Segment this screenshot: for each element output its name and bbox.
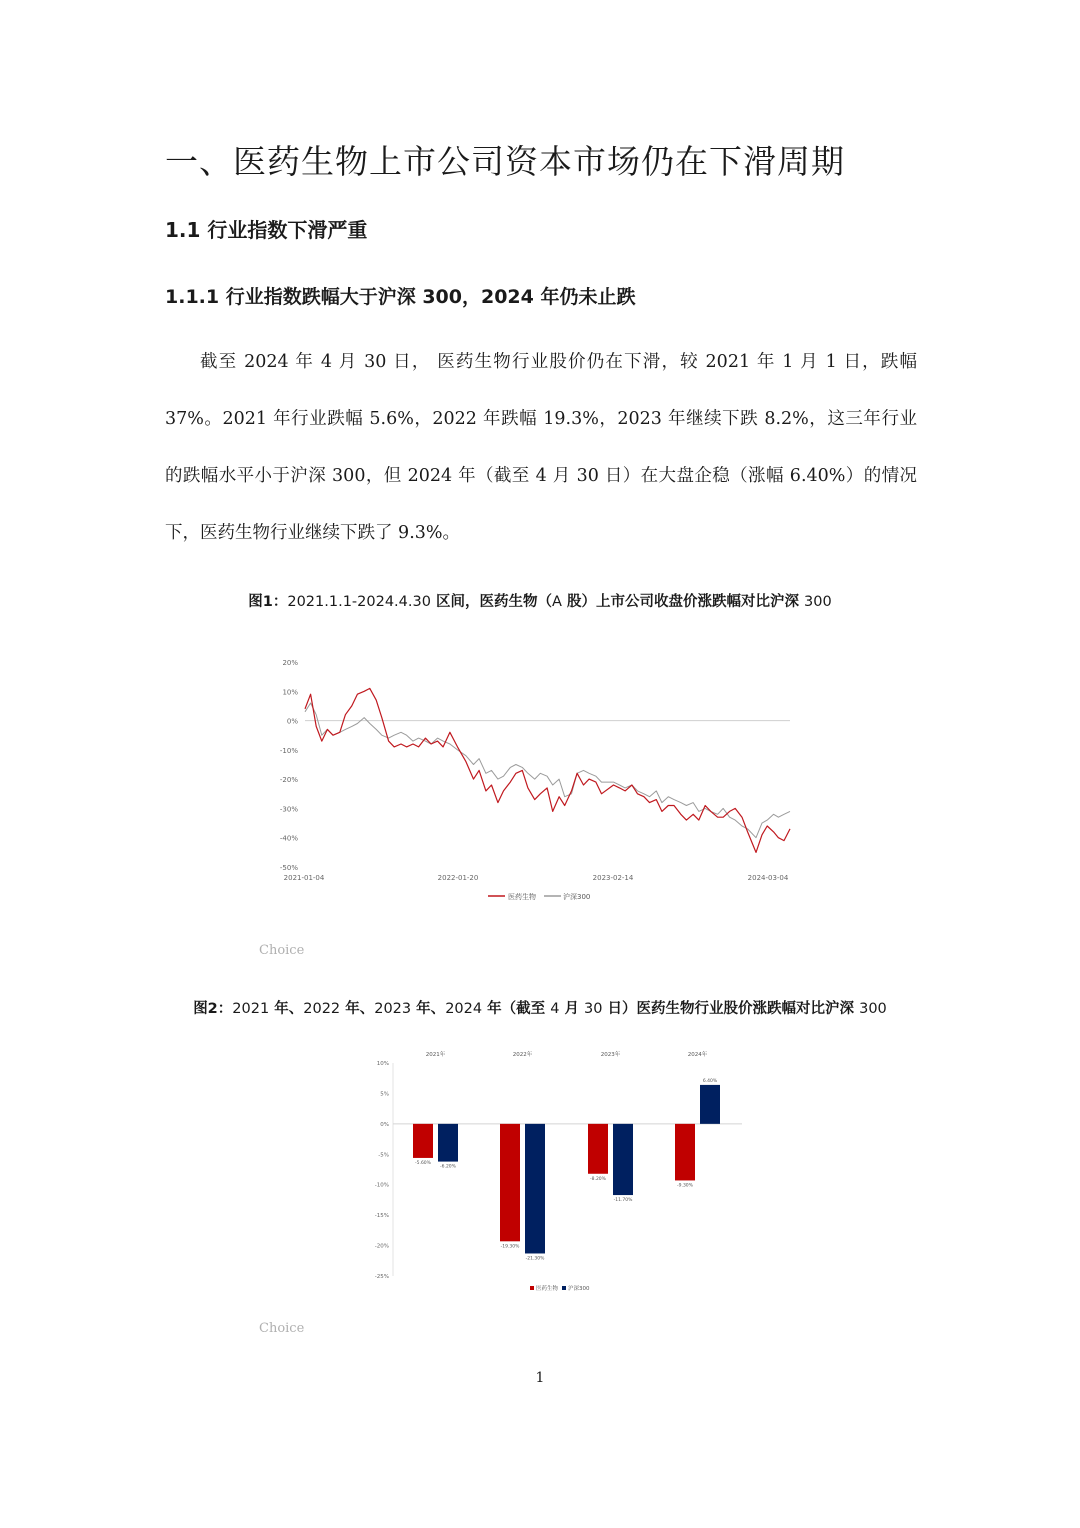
legend-swatch-pharma — [530, 1286, 534, 1290]
y-tick-label: -5% — [378, 1152, 389, 1159]
body-paragraph: 截至 2024 年 4 月 30 日， 医药生物行业股价仍在下滑，较 2021 年 1 月 1 日，跌幅 37%。2021 年行业跌幅 5.6%，2022 年跌幅 19.3%，2023 年继续下跌 8.2%，这三年行业的跌幅水平小于沪深 300，但 2024 年（截至 4 月 30 日）在大盘企稳（涨幅 6.40%）的情况下，医药生物行业继续下跌了 9.3%。 — [165, 352, 917, 543]
y-tick-label: 5% — [380, 1091, 389, 1098]
x-tick-label: 2024-03-04 — [747, 874, 789, 882]
figure1-caption-c: A — [552, 594, 562, 610]
figure2-caption-b: 年、 — [269, 1001, 304, 1017]
x-tick-label: 2021-01-04 — [283, 874, 325, 882]
y-tick-label: 0% — [380, 1121, 389, 1128]
subsection-heading: 1.1 行业指数下滑严重 — [165, 218, 368, 242]
figure2-caption-f: 年、 — [411, 1001, 446, 1017]
data-label: -21.30% — [525, 1256, 545, 1262]
legend-label-csi300: 沪深300 — [568, 1286, 590, 1292]
y-tick-label: -50% — [279, 864, 298, 872]
y-tick-label: -40% — [279, 834, 298, 843]
bar-csi300 — [438, 1124, 458, 1162]
x-tick-label: 2022-01-20 — [437, 874, 479, 882]
category-label: 2022年 — [512, 1052, 533, 1058]
data-label: -6.20% — [440, 1164, 456, 1170]
y-tick-label: 0% — [286, 717, 298, 726]
figure1-caption — [0, 590, 1080, 611]
bar-pharma — [500, 1124, 520, 1241]
figure1-source: Choice — [259, 943, 305, 958]
y-tick-label: 10% — [282, 688, 298, 697]
section-heading: 一、医药生物上市公司资本市场仍在下滑周期 — [165, 142, 845, 181]
data-label: -9.30% — [677, 1183, 693, 1189]
series-line-pharma — [305, 688, 790, 852]
bar-pharma — [588, 1124, 608, 1174]
figure2-source: Choice — [259, 1321, 305, 1336]
figure1-caption-b: 区间，医药生物（ — [430, 594, 553, 610]
figure2-caption-l: 日）医药生物行业股价涨跌幅对比沪深 — [602, 1001, 860, 1017]
legend-label-csi300: 沪深300 — [563, 893, 591, 901]
figure2-caption-m: 300 — [859, 1001, 887, 1017]
figure2-caption-e: 2023 — [374, 1001, 412, 1017]
page-number: 1 — [535, 1370, 545, 1386]
sub-subsection-heading: 1.1.1 行业指数跌幅大于沪深 300，2024 年仍未止跌 — [165, 286, 636, 308]
figure2-caption-a: 2021 — [232, 1001, 270, 1017]
category-label: 2024年 — [687, 1052, 708, 1058]
figure1-label: 图1： — [248, 594, 288, 610]
legend-swatch-csi300 — [562, 1286, 566, 1290]
category-label: 2023年 — [600, 1052, 621, 1058]
data-label: -19.30% — [500, 1244, 520, 1250]
figure2-caption-c: 2022 — [303, 1001, 341, 1017]
figure2-label: 图2： — [193, 1001, 233, 1017]
figure1-caption-a: 2021.1.1-2024.4.30 — [287, 594, 431, 610]
y-tick-label: -30% — [279, 805, 298, 814]
figure2-caption-g: 2024 — [445, 1001, 483, 1017]
figure1-caption-e: 300 — [804, 594, 832, 610]
bar-csi300 — [525, 1124, 545, 1254]
data-label: -8.20% — [590, 1176, 606, 1182]
y-tick-label: -20% — [279, 776, 298, 785]
figure2-caption-j: 月 — [559, 1001, 585, 1017]
figure2-caption-d: 年、 — [340, 1001, 375, 1017]
y-tick-label: -10% — [374, 1182, 389, 1189]
y-tick-label: 10% — [376, 1061, 389, 1067]
bar-pharma — [413, 1124, 433, 1158]
y-tick-label: -15% — [374, 1213, 389, 1220]
y-tick-label: -20% — [374, 1243, 389, 1250]
x-tick-label: 2023-02-14 — [592, 874, 634, 882]
y-tick-label: -10% — [279, 746, 298, 755]
y-tick-label: -25% — [374, 1274, 389, 1280]
y-tick-label: 20% — [282, 659, 298, 667]
legend-label-pharma: 医药生物 — [508, 893, 536, 901]
figure2-caption — [0, 997, 1080, 1018]
figure2-caption-h: 年（截至 — [482, 1001, 551, 1017]
figure2-caption-i: 4 — [550, 1001, 560, 1017]
data-label: -5.60% — [415, 1160, 431, 1166]
figure1-caption-d: 股）上市公司收盘价涨跌幅对比沪深 — [561, 594, 805, 610]
bar-pharma — [675, 1124, 695, 1181]
category-label: 2021年 — [425, 1052, 446, 1058]
legend-label-pharma: 医药生物 — [536, 1286, 559, 1292]
data-label: 6.40% — [702, 1078, 718, 1084]
bar-csi300 — [700, 1085, 720, 1124]
bar-csi300 — [613, 1124, 633, 1195]
data-label: -11.70% — [613, 1198, 633, 1204]
figure2-caption-k: 30 — [584, 1001, 603, 1017]
series-line-csi300 — [305, 703, 790, 838]
